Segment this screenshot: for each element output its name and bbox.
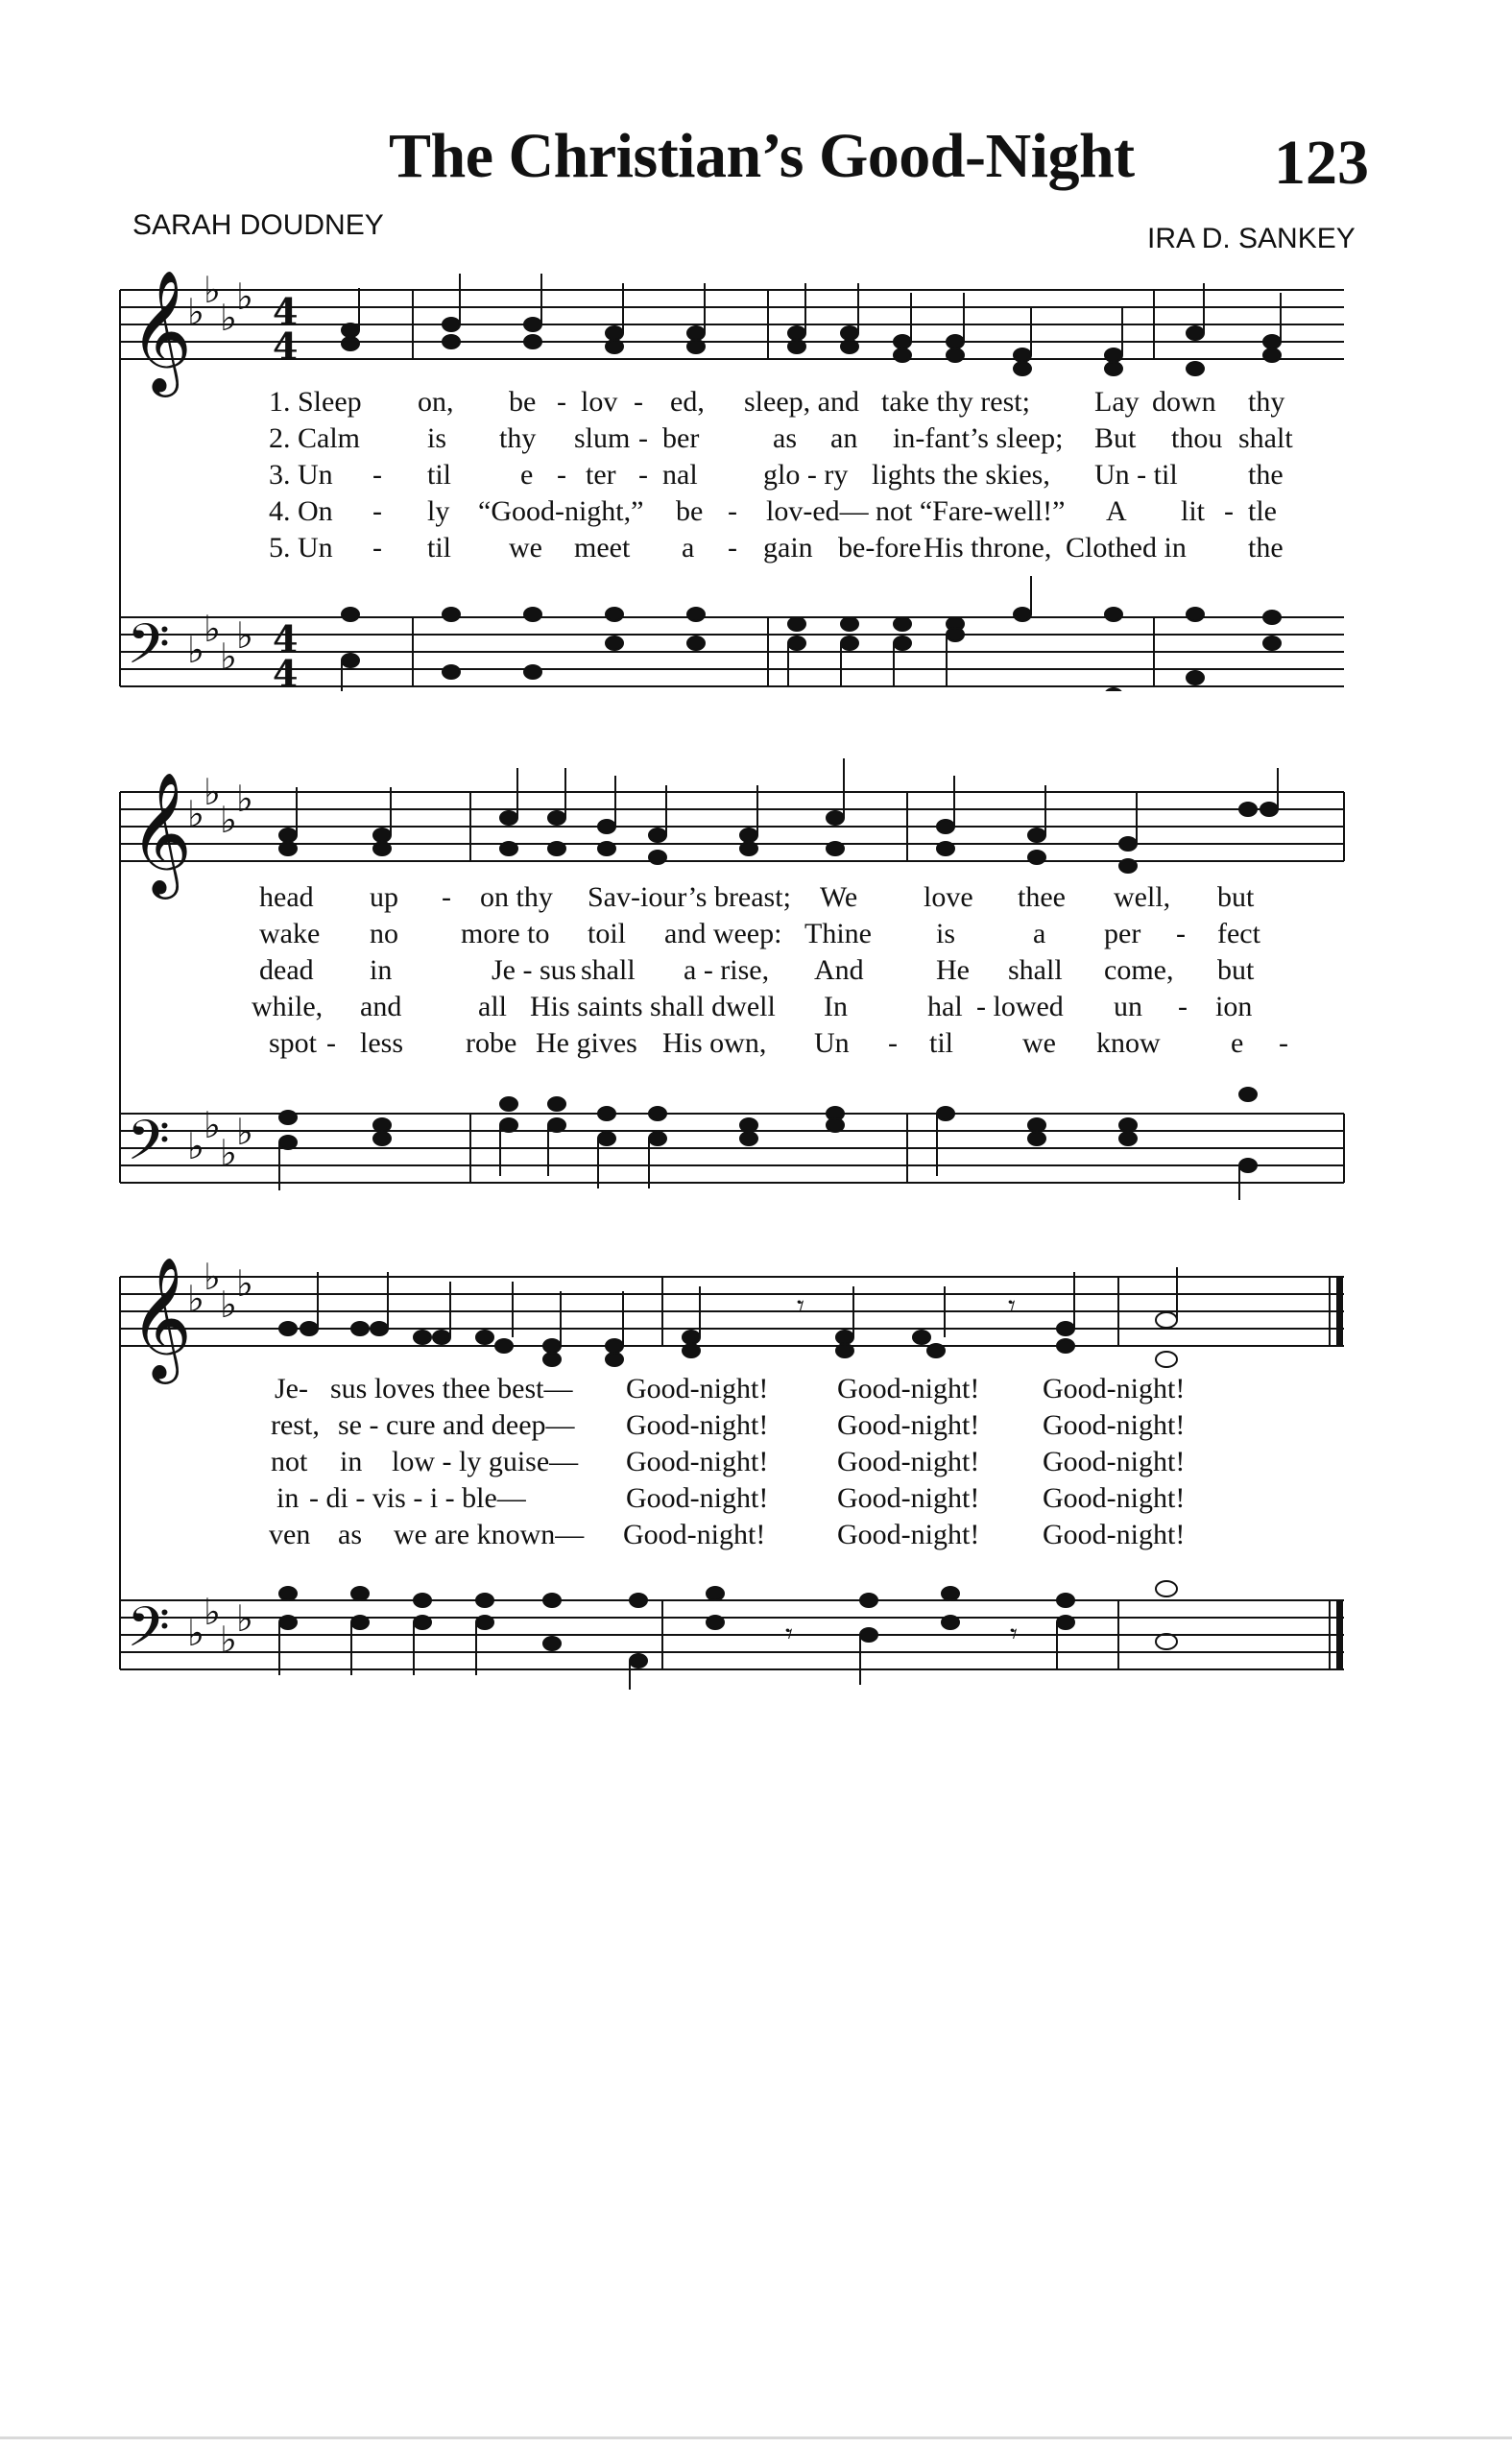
svg-text:♭: ♭ bbox=[236, 1111, 253, 1153]
lyric-syllable: - bbox=[557, 459, 566, 491]
lyric-syllable: slum bbox=[574, 422, 631, 454]
lyric-syllable: and bbox=[360, 991, 402, 1022]
lyric-syllable: lov-ed— bbox=[766, 495, 869, 527]
lyric-syllable: 2. Calm bbox=[269, 422, 360, 454]
lyric-syllable: be bbox=[676, 495, 704, 527]
lyric-syllable: thee bbox=[1018, 881, 1066, 913]
lyric-syllable: ven bbox=[269, 1519, 311, 1550]
lyric-syllable: ion bbox=[1215, 991, 1253, 1022]
lyric-syllable: shalt bbox=[1238, 422, 1293, 454]
lyric-syllable: take thy rest; bbox=[881, 386, 1030, 418]
lyric-syllable: in-fant’s sleep; bbox=[893, 422, 1064, 454]
lyric-syllable: in bbox=[370, 954, 393, 986]
lyric-syllable: - bbox=[442, 881, 451, 913]
lyric-syllable: Un - til bbox=[1094, 459, 1178, 491]
lyric-syllable: thy bbox=[1248, 386, 1285, 418]
lyric-syllable: and weep: bbox=[664, 918, 782, 949]
svg-text:♭: ♭ bbox=[236, 1597, 253, 1640]
lyric-syllable: Good-night! bbox=[626, 1446, 769, 1477]
lyric-syllable: shall bbox=[1008, 954, 1063, 986]
lyric-syllable: low - ly guise— bbox=[392, 1446, 579, 1477]
lyric-syllable: up bbox=[370, 881, 398, 913]
lyric-syllable: Good-night! bbox=[1043, 1482, 1186, 1514]
lyric-syllable: thy bbox=[499, 422, 537, 454]
lyric-syllable: a bbox=[682, 532, 695, 564]
lyric-syllable: love bbox=[924, 881, 973, 913]
lyric-syllable: but bbox=[1217, 881, 1255, 913]
lyric-syllable: - bbox=[326, 1027, 336, 1059]
lyric-syllable: nal bbox=[662, 459, 698, 491]
lyric-syllable: In bbox=[824, 991, 848, 1022]
svg-text:𝄞: 𝄞 bbox=[130, 1256, 193, 1379]
lyric-syllable: Good-night! bbox=[1043, 1446, 1186, 1477]
lyric-syllable: be-fore bbox=[838, 532, 922, 564]
lyric-syllable: - bbox=[372, 459, 382, 491]
lyric-syllable: we bbox=[509, 532, 542, 564]
svg-text:♭: ♭ bbox=[236, 1262, 253, 1305]
svg-text:♭: ♭ bbox=[220, 636, 237, 678]
lyric-syllable: know bbox=[1096, 1027, 1161, 1059]
lyric-syllable: - bbox=[1279, 1027, 1288, 1059]
svg-text:♭: ♭ bbox=[187, 1125, 204, 1167]
lyric-syllable: not “Fare-well!” bbox=[876, 495, 1066, 527]
lyric-syllable: dead bbox=[259, 954, 314, 986]
lyric-syllable: in bbox=[340, 1446, 363, 1477]
lyric-syllable: down bbox=[1152, 386, 1216, 418]
lyric-syllable: til bbox=[427, 459, 452, 491]
svg-text:♭: ♭ bbox=[187, 1612, 204, 1654]
lyric-syllable: - bbox=[728, 532, 737, 564]
lyric-syllable: less bbox=[360, 1027, 403, 1059]
svg-text:♭: ♭ bbox=[236, 276, 253, 318]
author-credit: SARAH DOUDNEY bbox=[132, 209, 384, 241]
lyric-syllable: thou bbox=[1171, 422, 1223, 454]
lyric-syllable: ber bbox=[662, 422, 700, 454]
svg-text:4: 4 bbox=[273, 324, 299, 368]
svg-text:♭: ♭ bbox=[187, 793, 204, 835]
svg-text:𝄾: 𝄾 bbox=[797, 1289, 804, 1323]
lyric-syllable: per bbox=[1104, 918, 1141, 949]
lyric-syllable: come, bbox=[1104, 954, 1174, 986]
svg-text:𝄾: 𝄾 bbox=[785, 1618, 793, 1651]
lyric-syllable: the bbox=[1248, 532, 1284, 564]
lyric-syllable: as bbox=[773, 422, 797, 454]
svg-text:♭: ♭ bbox=[204, 1591, 221, 1633]
lyric-syllable: spot bbox=[269, 1027, 318, 1059]
lyric-syllable: e bbox=[1231, 1027, 1244, 1059]
lyric-syllable: Good-night! bbox=[837, 1446, 980, 1477]
hymn-title: The Christian’s Good-Night bbox=[389, 121, 1135, 191]
lyric-syllable: sleep, and bbox=[744, 386, 859, 418]
lyric-syllable: - lowed bbox=[976, 991, 1064, 1022]
lyric-syllable: He gives bbox=[536, 1027, 637, 1059]
lyric-syllable: an bbox=[830, 422, 858, 454]
svg-text:♭: ♭ bbox=[220, 1284, 237, 1326]
lyric-syllable: Good-night! bbox=[1043, 1373, 1186, 1404]
svg-text:4: 4 bbox=[273, 617, 299, 660]
lyric-syllable: no bbox=[370, 918, 398, 949]
lyric-syllable: a - rise, bbox=[684, 954, 770, 986]
lyric-syllable: ed, bbox=[670, 386, 705, 418]
lyric-syllable: Thine bbox=[804, 918, 872, 949]
lyric-syllable: Good-night! bbox=[1043, 1409, 1186, 1441]
svg-text:♭: ♭ bbox=[220, 1619, 237, 1661]
lyric-syllable: in bbox=[276, 1482, 300, 1514]
lyric-syllable: all bbox=[478, 991, 507, 1022]
lyric-syllable: while, bbox=[252, 991, 324, 1022]
lyric-syllable: rest, bbox=[271, 1409, 320, 1441]
lyric-syllable: Good-night! bbox=[1043, 1519, 1186, 1550]
lyric-syllable: ly bbox=[427, 495, 450, 527]
svg-text:𝄞: 𝄞 bbox=[130, 269, 193, 392]
lyric-syllable: Clothed in bbox=[1066, 532, 1187, 564]
lyric-syllable: - bbox=[1224, 495, 1234, 527]
lyric-syllable: lit bbox=[1181, 495, 1206, 527]
svg-text:♭: ♭ bbox=[204, 1104, 221, 1146]
svg-text:♭: ♭ bbox=[220, 297, 237, 339]
lyric-syllable: toil bbox=[588, 918, 627, 949]
lyric-syllable: - bbox=[634, 386, 643, 418]
composer-credit: IRA D. SANKEY bbox=[1147, 223, 1356, 254]
lyric-syllable: 5. Un bbox=[269, 532, 333, 564]
lyric-syllable: “Good-night,” bbox=[478, 495, 644, 527]
lyric-syllable: on, bbox=[418, 386, 454, 418]
svg-text:♭: ♭ bbox=[220, 1132, 237, 1174]
lyric-syllable: Lay bbox=[1094, 386, 1140, 418]
lyric-syllable: - bbox=[638, 422, 648, 454]
page-edge-divider bbox=[0, 2436, 1512, 2439]
lyric-syllable: He bbox=[936, 954, 970, 986]
lyric-syllable: 1. Sleep bbox=[269, 386, 362, 418]
lyric-syllable: the bbox=[1248, 459, 1284, 491]
lyric-syllable: head bbox=[259, 881, 314, 913]
lyric-syllable: we bbox=[1022, 1027, 1056, 1059]
lyric-syllable: Good-night! bbox=[626, 1409, 769, 1441]
svg-text:𝄢: 𝄢 bbox=[127, 1108, 171, 1187]
lyric-syllable: we are known— bbox=[394, 1519, 585, 1550]
lyric-syllable: but bbox=[1217, 954, 1255, 986]
lyric-syllable: hal bbox=[927, 991, 963, 1022]
svg-text:𝄾: 𝄾 bbox=[1010, 1618, 1018, 1651]
svg-text:♭: ♭ bbox=[236, 614, 253, 657]
lyric-syllable: on thy bbox=[480, 881, 553, 913]
lyric-syllable: meet bbox=[574, 532, 631, 564]
lyric-syllable: lights the skies, bbox=[872, 459, 1050, 491]
lyric-syllable: Good-night! bbox=[623, 1519, 766, 1550]
lyric-syllable: tle bbox=[1248, 495, 1277, 527]
svg-text:♭: ♭ bbox=[204, 1256, 221, 1298]
svg-text:♭: ♭ bbox=[187, 291, 204, 333]
lyric-syllable: His throne, bbox=[924, 532, 1052, 564]
svg-text:𝄢: 𝄢 bbox=[127, 612, 171, 690]
hymn-number: 123 bbox=[1274, 128, 1369, 198]
lyric-syllable: be bbox=[509, 386, 537, 418]
lyric-syllable: e bbox=[520, 459, 534, 491]
svg-text:♭: ♭ bbox=[204, 269, 221, 311]
svg-text:♭: ♭ bbox=[220, 799, 237, 841]
lyric-syllable: Je - sus bbox=[492, 954, 577, 986]
lyric-syllable: well, bbox=[1114, 881, 1171, 913]
lyric-syllable: ter bbox=[586, 459, 616, 491]
lyric-syllable: more to bbox=[461, 918, 550, 949]
lyric-syllable: shall bbox=[581, 954, 636, 986]
lyric-syllable: not bbox=[271, 1446, 308, 1477]
lyric-syllable: fect bbox=[1217, 918, 1260, 949]
lyric-syllable: Good-night! bbox=[837, 1482, 980, 1514]
lyric-syllable: Good-night! bbox=[837, 1373, 980, 1404]
lyric-syllable: is bbox=[936, 918, 956, 949]
lyric-syllable: as bbox=[338, 1519, 362, 1550]
lyric-syllable: - bbox=[888, 1027, 898, 1059]
lyric-syllable: wake bbox=[259, 918, 321, 949]
lyric-syllable: glo - ry bbox=[763, 459, 849, 491]
lyric-syllable: We bbox=[820, 881, 858, 913]
lyric-syllable: - bbox=[372, 495, 382, 527]
lyric-syllable: - bbox=[1178, 991, 1188, 1022]
lyric-syllable: Good-night! bbox=[837, 1519, 980, 1550]
lyric-syllable: - bbox=[638, 459, 648, 491]
lyric-syllable: - bbox=[1176, 918, 1186, 949]
lyric-syllable: 3. Un bbox=[269, 459, 333, 491]
lyric-syllable: - bbox=[372, 532, 382, 564]
lyric-syllable: Je- bbox=[275, 1373, 308, 1404]
lyric-syllable: til bbox=[427, 532, 452, 564]
lyric-syllable: Good-night! bbox=[626, 1482, 769, 1514]
svg-text:4: 4 bbox=[273, 652, 299, 691]
lyric-syllable: And bbox=[814, 954, 864, 986]
lyric-syllable: Sav-iour’s breast; bbox=[588, 881, 791, 913]
svg-text:𝄞: 𝄞 bbox=[130, 771, 193, 894]
lyric-syllable: un bbox=[1114, 991, 1142, 1022]
lyric-syllable: 4. On bbox=[269, 495, 333, 527]
svg-text:♭: ♭ bbox=[236, 778, 253, 820]
lyric-syllable: A bbox=[1106, 495, 1127, 527]
lyric-syllable: But bbox=[1094, 422, 1137, 454]
svg-text:♭: ♭ bbox=[204, 608, 221, 650]
lyric-syllable: lov bbox=[581, 386, 618, 418]
lyric-syllable: se - cure and deep— bbox=[338, 1409, 575, 1441]
lyric-syllable: gain bbox=[763, 532, 813, 564]
lyric-syllable: - bbox=[728, 495, 737, 527]
lyric-syllable: robe bbox=[466, 1027, 517, 1059]
lyric-syllable: Un bbox=[814, 1027, 850, 1059]
lyric-syllable: His own, bbox=[662, 1027, 767, 1059]
lyric-syllable: - di - vis - i - ble— bbox=[309, 1482, 526, 1514]
lyric-syllable: Good-night! bbox=[837, 1409, 980, 1441]
svg-text:𝄾: 𝄾 bbox=[1008, 1289, 1016, 1323]
svg-text:♭: ♭ bbox=[187, 1278, 204, 1320]
svg-text:4: 4 bbox=[273, 290, 299, 333]
svg-text:𝄢: 𝄢 bbox=[127, 1595, 171, 1673]
svg-text:♭: ♭ bbox=[204, 771, 221, 813]
lyric-syllable: sus loves thee best— bbox=[330, 1373, 573, 1404]
lyric-syllable: is bbox=[427, 422, 447, 454]
lyric-syllable: - bbox=[557, 386, 566, 418]
lyric-syllable: Good-night! bbox=[626, 1373, 769, 1404]
lyric-syllable: a bbox=[1033, 918, 1046, 949]
lyric-syllable: His saints shall dwell bbox=[530, 991, 776, 1022]
svg-text:♭: ♭ bbox=[187, 629, 204, 671]
lyric-syllable: til bbox=[929, 1027, 954, 1059]
